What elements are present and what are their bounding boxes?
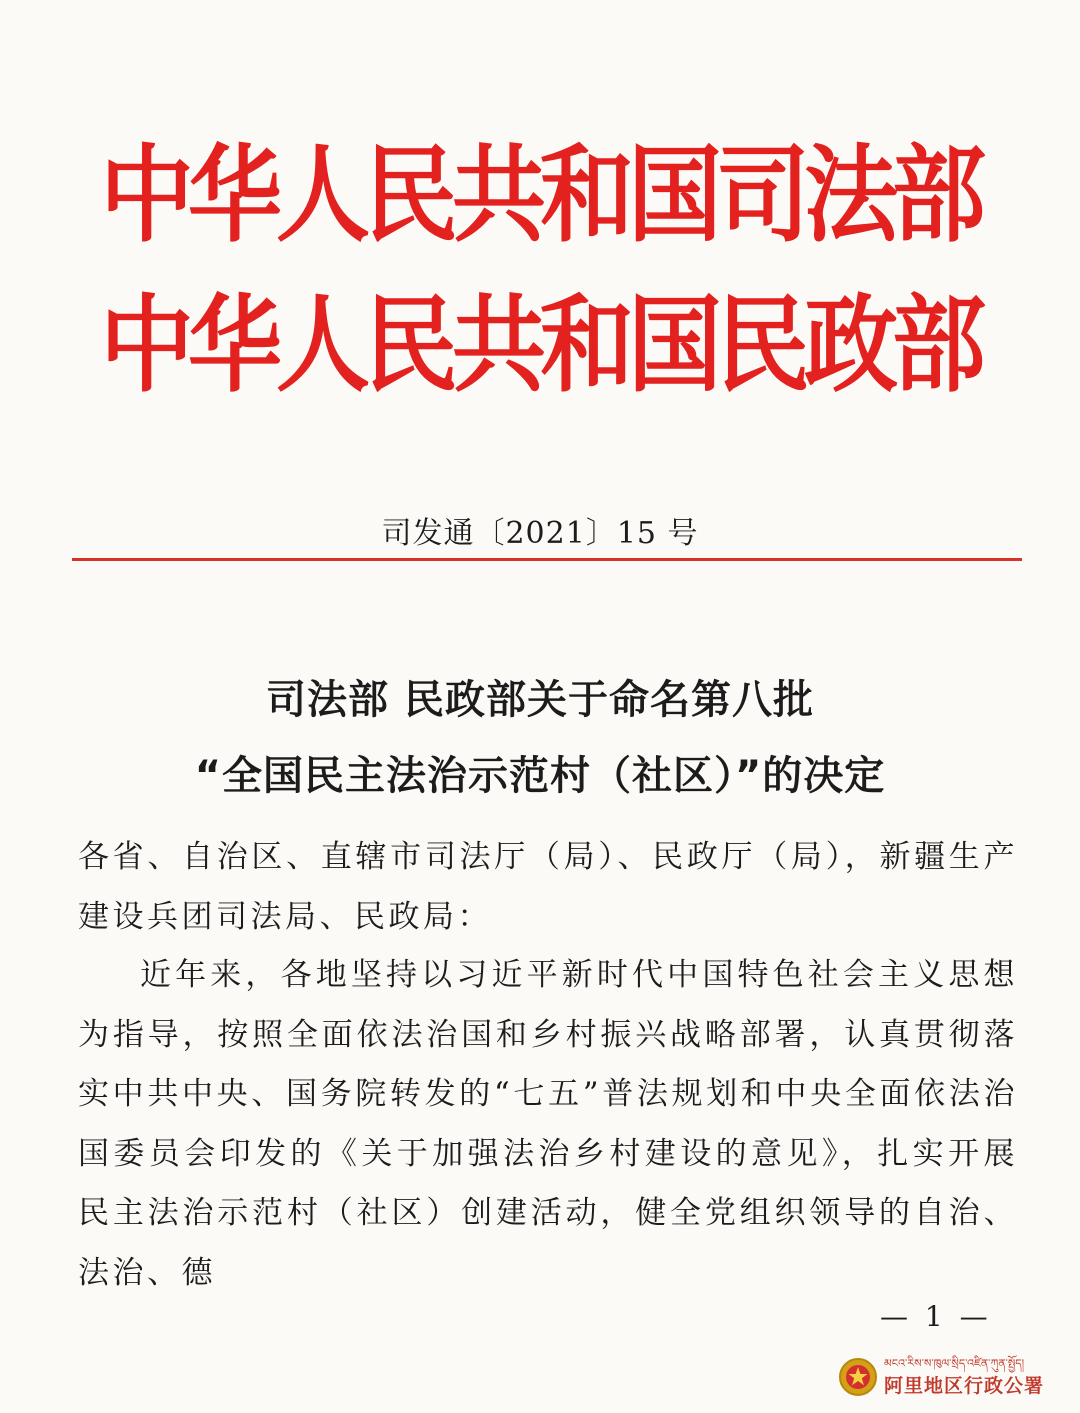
issuer-line-2: 中华人民共和国民政部 xyxy=(99,285,980,408)
title-line-1: 司法部 民政部关于命名第八批 xyxy=(266,677,814,723)
national-emblem-icon xyxy=(838,1357,878,1397)
red-divider xyxy=(72,558,1022,561)
document-number: 司发通〔2021〕15 号 xyxy=(381,516,699,551)
issuer-line-1: 中华人民共和国司法部 xyxy=(99,135,980,258)
body-paragraph: 近年来，各地坚持以习近平新时代中国特色社会主义思想为指导，按照全面依法治国和乡村振兴战略部署，认真贯彻落实中共中央、国务院转发的“七五”普法规划和中央全面依法治国委员会印发的《关于加强法治乡村建设的意见》，扎实开展民主法治示范村（社区）创建活动，健全党组织领导的自治、法治、德 xyxy=(78,957,1018,1291)
source-watermark xyxy=(838,1345,1068,1405)
salutation: 各省、自治区、直辖市司法厅（局）、民政厅（局），新疆生产建设兵团司法局、民政局： xyxy=(78,839,1018,935)
title-line-2: “全国民主法治示范村（社区）”的决定 xyxy=(194,753,886,799)
watermark-chinese-text: 阿里地区行政公署 xyxy=(884,1375,1045,1397)
watermark-tibetan-text: མངའ་རིས་ས་ཁུལ་སྲིད་འཛིན་ཀུན་སྤྱོད། xyxy=(884,1357,1025,1370)
page-number: — 1 — xyxy=(880,1300,992,1333)
